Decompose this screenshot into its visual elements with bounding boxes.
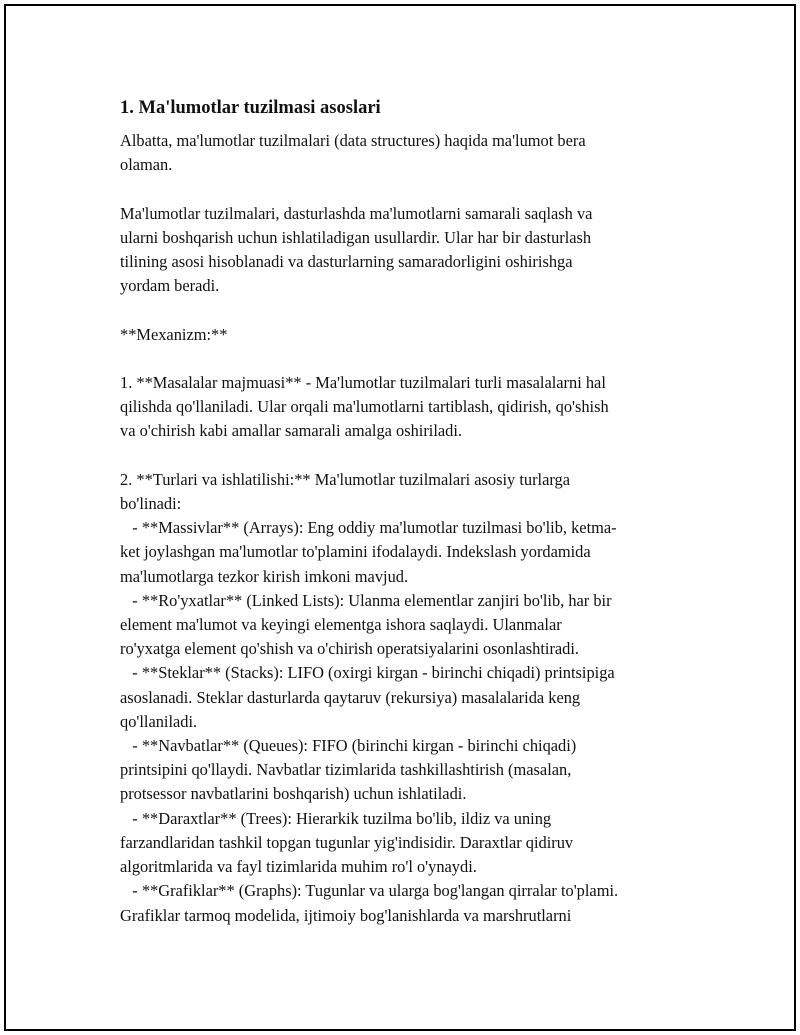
document-content [120, 96, 692, 928]
document-page [4, 4, 796, 1031]
document-body: Albatta, ma'lumotlar tuzilmalari (data structures) haqida ma'lumot bera olaman. Ma'lumotlar tuzilmalari, dasturlashda ma'lumotlarni samarali saqlash va ularni boshqarish uchun ishlatiladigan usullardir. Ular har bir dasturlash tilining asosi hisoblanadi va dasturlarning samaradorligini oshirishga yordam beradi. **Mexanizm:** 1. **Masalalar majmuasi** - Ma'lumotlar tuzilmalari turli masalalarni hal qilishda qo'llaniladi. Ular orqali ma'lumotlarni tartiblash, qidirish, qo'shish va o'chirish kabi amallar samarali amalga oshiriladi. 2. **Turlari va ishlatilishi:** Ma'lumotlar tuzilmalari asosiy turlarga bo'linadi: - **Massivlar** (Arrays): Eng oddiy ma'lumotlar tuzilmasi bo'lib, ketma- ket joylashgan ma'lumotlar to'plamini ifodalaydi. Indekslash yordamida ma'lumotlarga tezkor kirish imkoni mavjud. - **Ro'yxatlar** (Linked Lists): Ulanma elementlar zanjiri bo'lib, har bir element ma'lumot va keyingi elementga ishora saqlaydi. Ulanmalar ro'yxatga element qo'shish va o'chirish operatsiyalarini osonlashtiradi. - **Steklar** (Stacks): LIFO (oxirgi kirgan - birinchi chiqadi) printsipiga asoslanadi. Steklar dasturlarda qaytaruv (rekursiya) masalalarida keng qo'llaniladi. - **Navbatlar** (Queues): FIFO (birinchi kirgan - birinchi chiqadi) printsipini qo'llaydi. Navbatlar tizimlarida tashkillashtirish (masalan, protsessor navbatlarini boshqarish) uchun ishlatiladi. - **Daraxtlar** (Trees): Hierarkik tuzilma bo'lib, ildiz va uning farzandlaridan tashkil topgan tugunlar yig'indisidir. Daraxtlar qidiruv algoritmlarida va fayl tizimlarida muhim ro'l o'ynaydi. - **Grafiklar** (Graphs): Tugunlar va ularga bog'langan qirralar to'plami. Grafiklar tarmoq modelida, ijtimoiy bog'lanishlarda va marshrutlarni [120, 131, 619, 925]
document-title: 1. Ma'lumotlar tuzilmasi asoslari [120, 98, 381, 118]
